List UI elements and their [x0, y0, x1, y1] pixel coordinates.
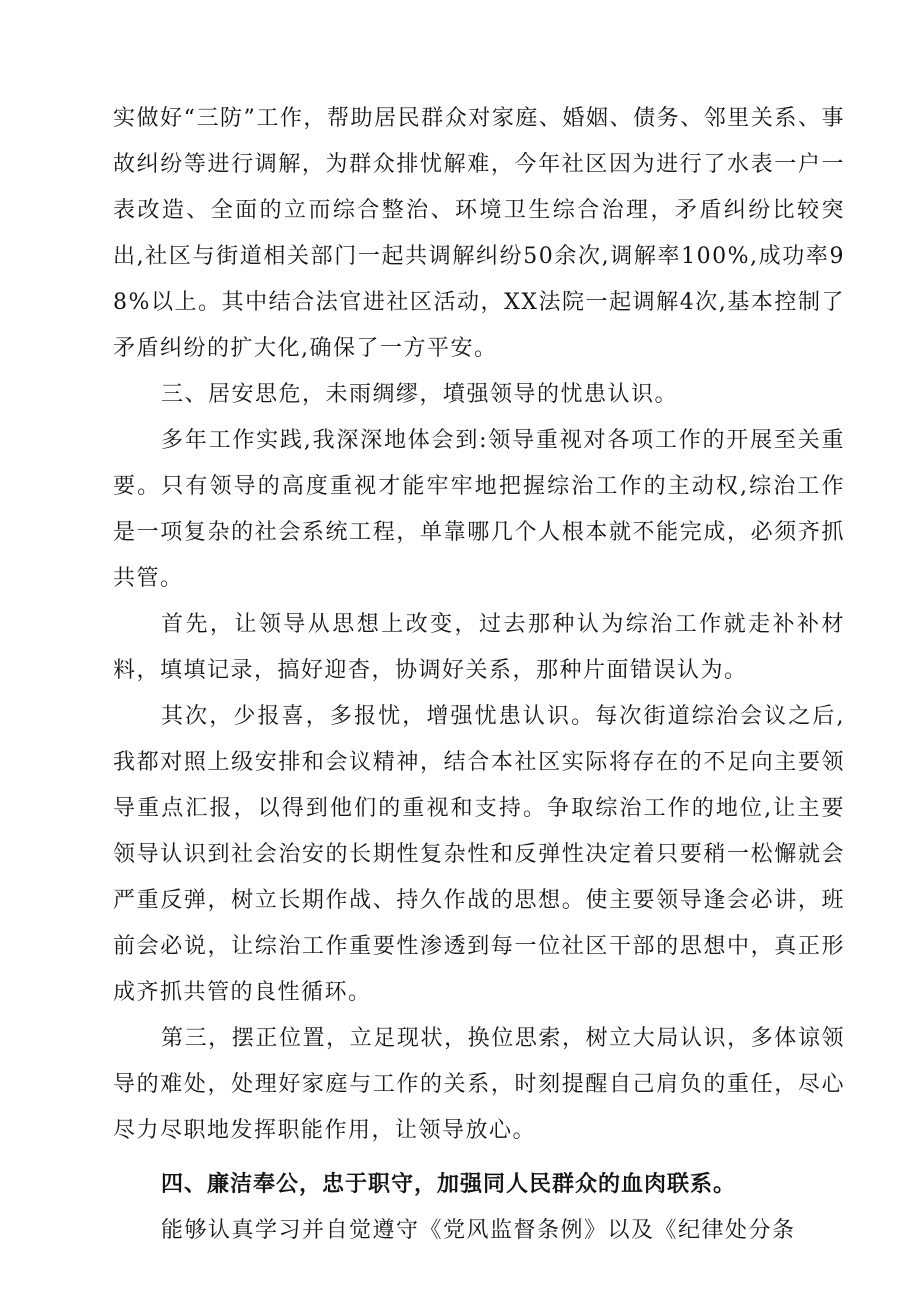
document-body [113, 96, 845, 1254]
paragraph-second-point: 其次，少报喜，多报忧，增强忧患认识。每次街道综治会议之后,我都对照上级安排和会议精神，结合本社区实际将存在的不足向主要领导重点汇报，以得到他们的重视和支持。争取综治工作的地位,让主要领导认识到社会治安的长期性复杂性和反弹性决定着只要稍一松懈就会严重反弹，树立长期作战、持久作战的思想。使主要领导逢会必讲，班前会必说，让综治工作重要性渗透到每一位社区干部的思想中，真正形成齐抓共管的良性循环。 [113, 704, 845, 1005]
paragraph-first-point: 首先，让领导从思想上改变，过去那种认为综治工作就走补补材料，填填记录，搞好迎杳，协调好关系，那种片面错误认为。 [113, 612, 845, 683]
paragraph-discipline-study: 能够认真学习并自觉遵守《党风监督条例》以及《纪律处分条 [161, 1218, 796, 1243]
paragraph-third-point: 第三，摆正位置，立足现状，换位思索，树立大局认识，多体谅领导的难处，处理好家庭与工作的关系，时刻提醒自己肩负的重任，尽心尽力尽职地发挥职能作用，让领导放心。 [113, 1026, 845, 1143]
paragraph-dispute-mediation: 实做好“三防”工作，帮助居民群众对家庭、婚姻、债务、邻里关系、事故纠纷等进行调解，为群众排忧解难，今年社区因为进行了水表一户一表改造、全面的立而综合整治、环境卫生综合治理，矛盾纠纷比较突出,社区与街道相关部门一起共调解纠纷50余次,调解率100%,成功率98%以上。其中结合法官进社区活动，XX法院一起调解4次,基本控制了矛盾纠纷的扩大化,确保了一方平安。 [113, 106, 845, 361]
section-heading-three: 三、居安思危，未雨绸缪，墳强领导的忧患认识。 [161, 382, 679, 407]
paragraph-leadership-importance: 多年工作实践,我深深地体会到:领导重视对各项工作的开展至关重要。只有领导的高度重视才能牢牢地把握综治工作的主动权,综治工作是一项复杂的社会系统工程，单靠哪几个人根本就不能完成，必须齐抓共管。 [113, 428, 845, 591]
section-heading-four: 四、廉洁奉公，忠于职守，加强同人民群众的血肉联系。 [161, 1172, 737, 1197]
